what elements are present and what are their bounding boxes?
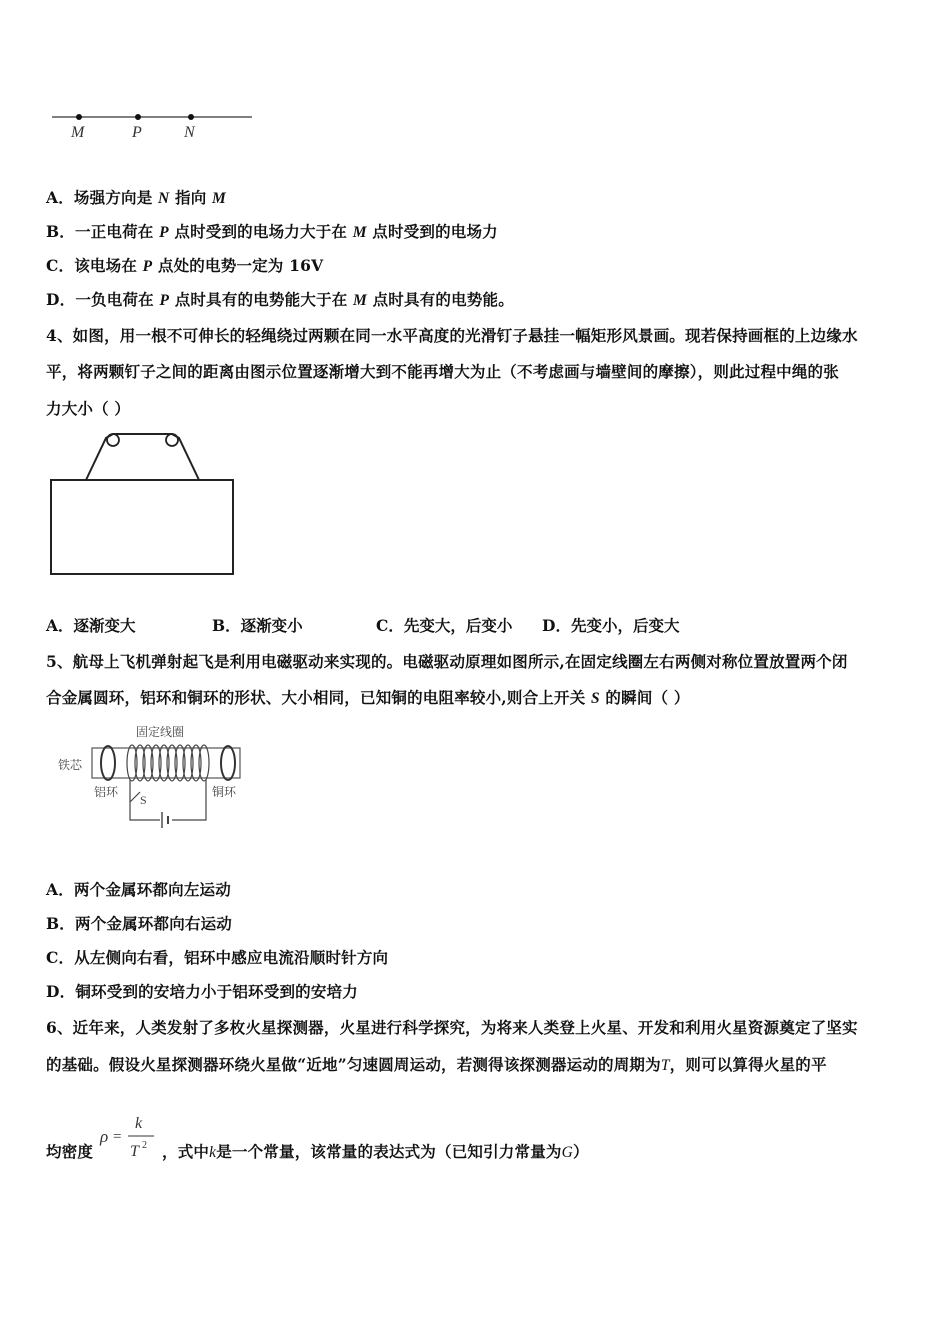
copper-ring <box>221 746 235 780</box>
aluminum-ring-label: 铝环 <box>94 785 119 799</box>
core-label: 铁芯 <box>58 758 83 772</box>
q6-stem-line-2: 的基础。假设火星探测器环绕火星做“近地”匀速圆周运动，若测得该探测器运动的周期为T，则可以算得火星的平 <box>46 1055 827 1074</box>
q6-stem-line-3-rest: ，式中k是一个常量，该常量的表达式为（已知引力常量为G） <box>162 1142 589 1161</box>
q4-stem-line-2: 平，将两颗钉子之间的距离由图示位置逐渐增大到不能再增大为止（不考虑画与墙壁间的摩擦），则此过程中绳的张 <box>46 362 839 381</box>
picture-frame <box>51 480 233 574</box>
electromagnetic-drive-figure <box>56 722 252 832</box>
q4-stem-line-3: 力大小（ ） <box>46 399 131 418</box>
equals-sign: = <box>113 1129 122 1145</box>
point-p-dot <box>135 114 141 120</box>
q4-option-b[interactable]: B．逐渐变小 <box>212 616 303 635</box>
q3-option-d[interactable]: D．一负电荷在 P 点时具有的电势能大于在 M 点时具有的电势能。 <box>46 290 514 309</box>
q5-stem-line-1: 5、航母上飞机弹射起飞是利用电磁驱动来实现的。电磁驱动原理如图所示,在固定线圈左右两侧对称位置放置两个闭 <box>46 652 848 671</box>
q4-stem-line-1: 4、如图，用一根不可伸长的轻绳绕过两颗在同一水平高度的光滑钉子悬挂一幅矩形风景画。现若保持画框的上边缘水 <box>46 326 858 345</box>
rope <box>86 434 199 480</box>
point-p-label: P <box>132 124 142 141</box>
copper-ring-label: 铜环 <box>212 785 237 799</box>
q6-stem-line-3-prefix: 均密度 <box>46 1142 94 1161</box>
aluminum-ring <box>101 746 115 780</box>
coil-label: 固定线圈 <box>136 725 185 739</box>
switch-label: S <box>140 793 147 807</box>
exponent-2: 2 <box>142 1140 147 1151</box>
point-n-label: N <box>184 124 195 141</box>
q4-options <box>46 614 746 636</box>
q6-stem-line-1: 6、近年来，人类发射了多枚火星探测器，火星进行科学探究，为将来人类登上火星、开发和利用火星资源奠定了坚实 <box>46 1018 858 1037</box>
q4-option-c[interactable]: C．先变大，后变小 <box>376 616 513 635</box>
point-n-dot <box>188 114 194 120</box>
rho-symbol: ρ <box>100 1127 109 1146</box>
q3-option-b[interactable]: B．一正电荷在 P 点时受到的电场力大于在 M 点时受到的电场力 <box>46 222 498 241</box>
circuit-wire-right <box>172 780 206 820</box>
points-on-line-figure <box>50 105 260 147</box>
numerator-k: k <box>135 1115 143 1132</box>
fixed-coil <box>127 745 209 781</box>
q5-option-d[interactable]: D．铜环受到的安培力小于铝环受到的安培力 <box>46 982 358 1001</box>
switch-lever <box>130 792 140 802</box>
q4-option-a[interactable]: A．逐渐变大 <box>46 616 136 635</box>
q5-stem-line-2: 合金属圆环，铝环和铜环的形状、大小相同，已知铜的电阻率较小,则合上开关 S 的瞬间（ ） <box>46 688 690 707</box>
point-m-label: M <box>71 124 85 141</box>
hanging-picture-figure <box>46 426 242 580</box>
point-m-dot <box>76 114 82 120</box>
q5-option-a[interactable]: A．两个金属环都向左运动 <box>46 880 231 899</box>
q3-option-c[interactable]: C．该电场在 P 点处的电势一定为 16V <box>46 256 324 275</box>
q3-option-a[interactable]: A．场强方向是 N 指向 M <box>46 188 227 207</box>
density-formula <box>98 1112 160 1164</box>
q5-option-c[interactable]: C．从左侧向右看，铝环中感应电流沿顺时针方向 <box>46 948 389 967</box>
denominator-t: T <box>130 1143 139 1160</box>
q5-option-b[interactable]: B．两个金属环都向右运动 <box>46 914 233 933</box>
q4-option-d[interactable]: D．先变小，后变大 <box>542 616 680 635</box>
